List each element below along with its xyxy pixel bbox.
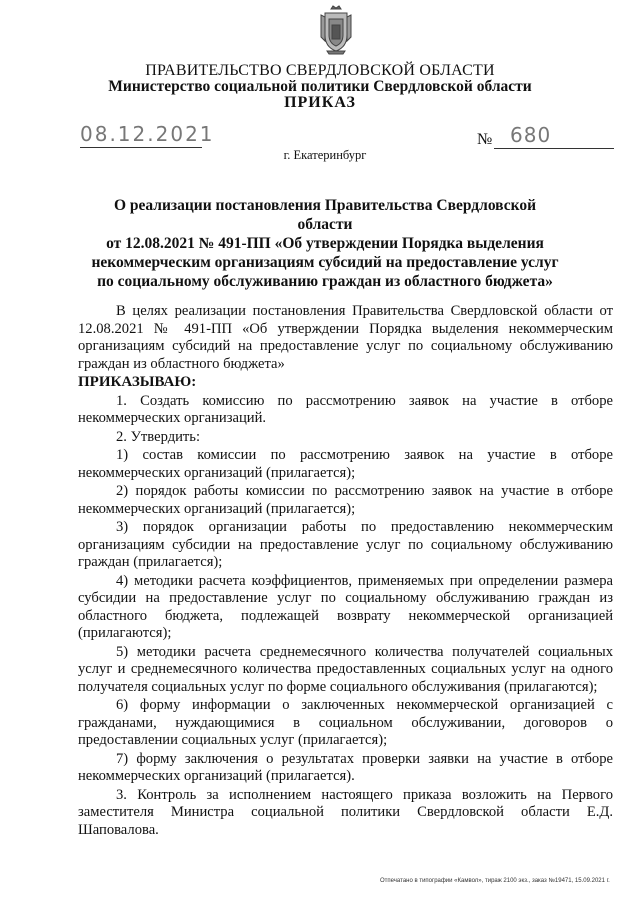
government-name: ПРАВИТЕЛЬСТВО СВЕРДЛОВСКОЙ ОБЛАСТИ	[145, 62, 495, 79]
document-type: ПРИКАЗ	[284, 94, 356, 111]
city: г. Екатеринбург	[283, 148, 367, 162]
document-title	[90, 196, 560, 291]
document-date: 08.12.2021	[80, 122, 215, 146]
clause-3: 3. Контроль за исполнением настоящего приказа возложить на Первого заместителя Министра социальной политики Свердловской области Е.Д. Шаповалова.	[78, 786, 613, 838]
clause-2-item-3: 3) порядок организации работы по предоставлению некоммерческим организациям субсидии на предоставление услуг по социальному обслуживанию граждан (прилагается);	[78, 519, 613, 570]
title-line: по социальному обслуживанию граждан из областного бюджета»	[97, 273, 553, 290]
number-label: №	[477, 131, 493, 148]
clause-1: 1. Создать комиссию по рассмотрению заявок на участие в отборе некоммерческих организаций.	[78, 392, 613, 426]
ministry-name: Министерство социальной политики Свердловской области	[108, 78, 532, 95]
document-number: 680	[510, 123, 552, 147]
coat-of-arms-emblem	[319, 5, 353, 55]
print-note: Отпечатано в типографии «Камвол», тираж 2100 экз., заказ №19471, 15.09.2021 г.	[380, 878, 610, 884]
title-line: некоммерческим организациям субсидий на предоставление услуг	[91, 254, 559, 271]
preamble: В целях реализации постановления Правительства Свердловской области от 12.08.2021 № 491-ПП «Об утверждении Порядка выделения некоммерческим организациям субсидий на предоставление услуг по социальному обслуживанию граждан из областного бюджета»	[78, 303, 613, 372]
clause-2-item-2: 2) порядок работы комиссии по рассмотрению заявок на участие в отборе некоммерческих организаций (прилагается);	[78, 483, 613, 517]
clause-2-item-5: 5) методики расчета среднемесячного количества получателей социальных услуг и среднемесячного количества предоставленных социальных услуг на одного получателя социальных услуг по форме социального обслуживания (прилагаются);	[78, 643, 613, 695]
title-line: О реализации постановления Правительства Свердловской области	[113, 197, 537, 233]
order-word: ПРИКАЗЫВАЮ:	[78, 374, 197, 390]
title-line: от 12.08.2021 № 491-ПП «Об утверждении Порядка выделения	[106, 235, 544, 252]
clause-2-item-4: 4) методики расчета коэффициентов, применяемых при определении размера субсидии на предоставление услуг по социальному обслуживанию граждан из областного бюджета, подлежащей возврату некоммерческой организацией (прилагаются);	[78, 572, 613, 641]
clause-2-item-1: 1) состав комиссии по рассмотрению заявок на участие в отборе некоммерческих организаций (прилагается);	[78, 447, 613, 481]
clause-2: 2. Утвердить:	[116, 428, 201, 445]
clause-2-item-7: 7) форму заключения о результатах проверки заявки на участие в отборе некоммерческих организаций (прилагается).	[78, 750, 613, 784]
document-body	[78, 303, 613, 839]
clause-2-item-6: 6) форму информации о заключенных некоммерческой организацией с гражданами, нуждающимися в социальном обслуживании, договоров о предоставлении социальных услуг (прилагается);	[78, 697, 613, 748]
